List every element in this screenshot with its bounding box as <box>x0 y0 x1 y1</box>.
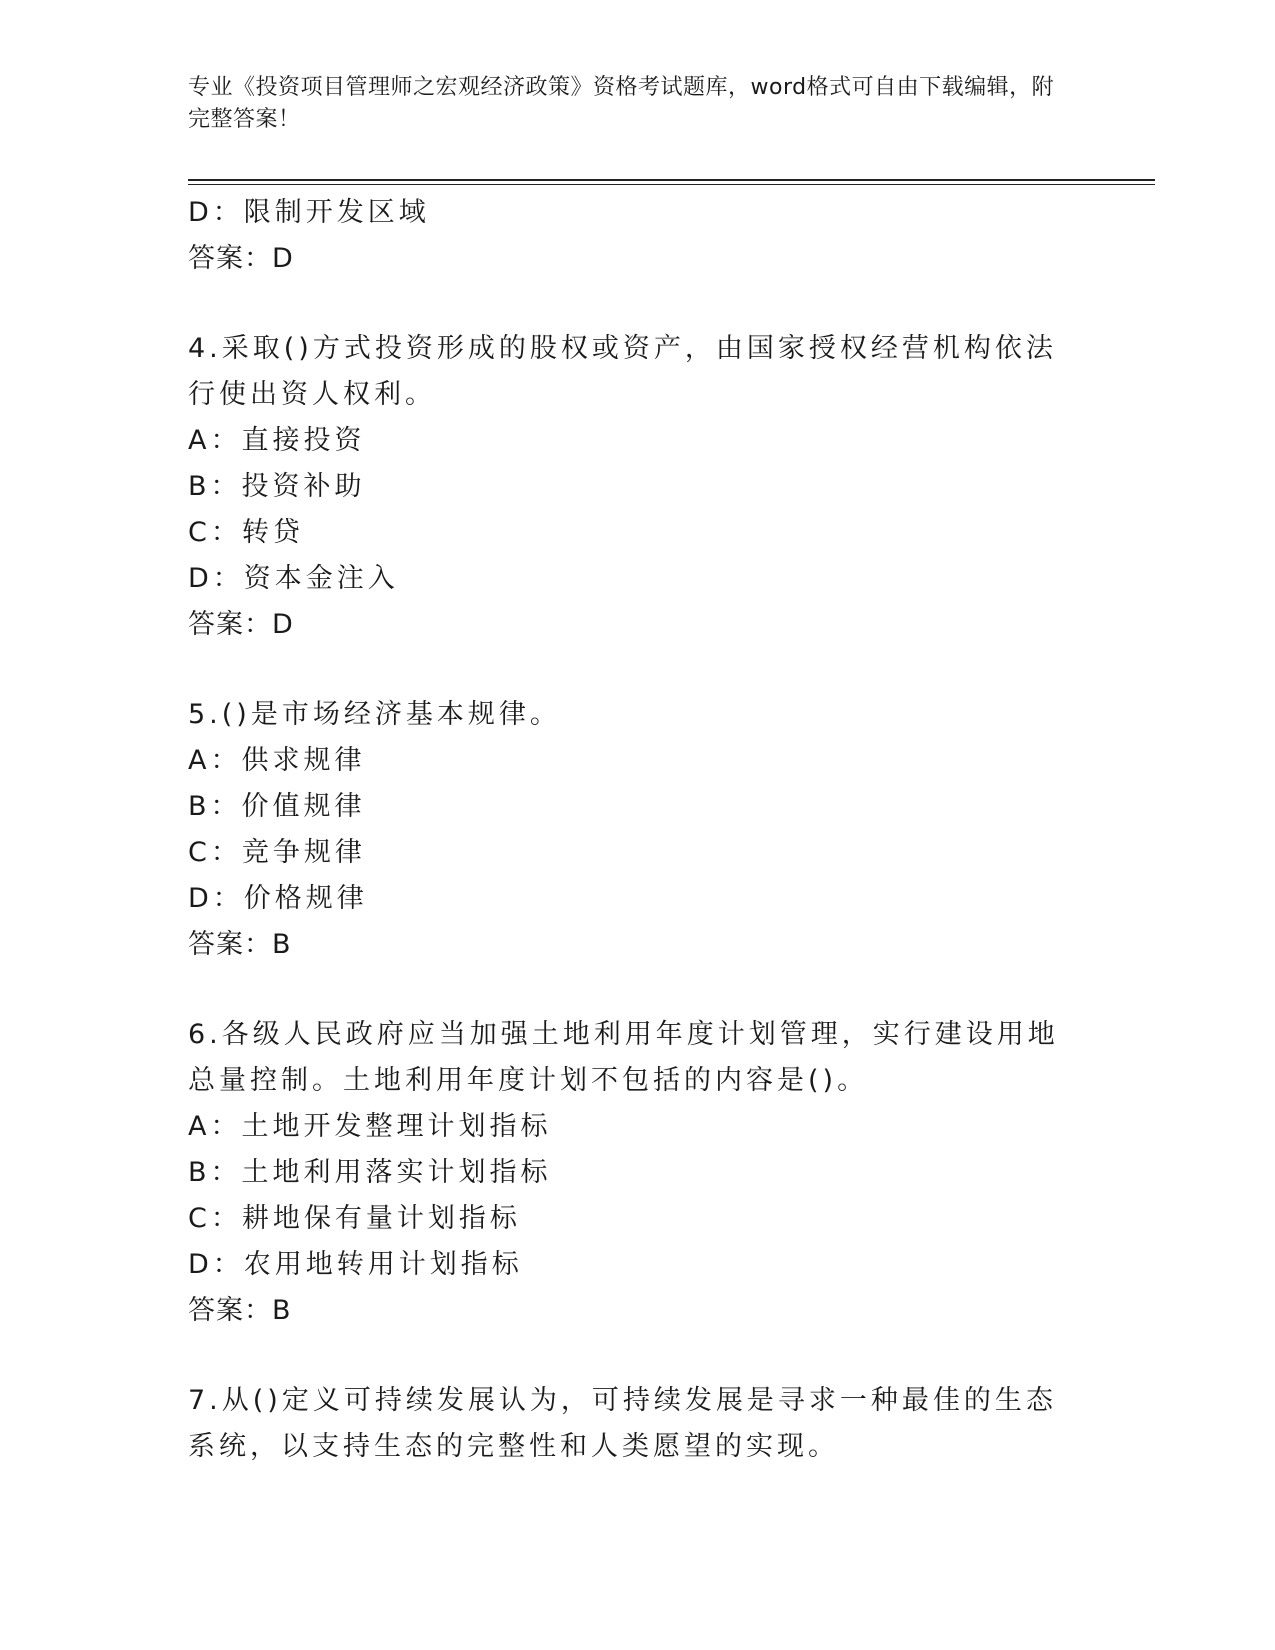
option-a: A：供求规律 <box>188 745 366 776</box>
option-b: B：价值规律 <box>188 791 366 822</box>
question-7 <box>188 1378 1068 1470</box>
option-d: D：限制开发区域 <box>188 197 430 228</box>
option-c: C：耕地保有量计划指标 <box>188 1203 521 1234</box>
question-6 <box>188 1012 1068 1334</box>
answer: 答案：B <box>188 929 292 960</box>
option-c: C：竞争规律 <box>188 837 366 868</box>
answer: 答案：D <box>188 243 294 274</box>
header-divider <box>188 179 1155 185</box>
option-b: B：土地利用落实计划指标 <box>188 1157 552 1188</box>
option-d: D：资本金注入 <box>188 563 399 594</box>
option-d: D：农用地转用计划指标 <box>188 1249 523 1280</box>
question-stem: 4.采取()方式投资形成的股权或资产，由国家授权经营机构依法行使出资人权利。 <box>188 333 1057 410</box>
option-b: B：投资补助 <box>188 471 366 502</box>
question-stem: 6.各级人民政府应当加强土地利用年度计划管理，实行建设用地总量控制。土地利用年度计划不包括的内容是()。 <box>188 1019 1059 1096</box>
question-5 <box>188 692 1068 968</box>
option-a: A：土地开发整理计划指标 <box>188 1111 552 1142</box>
previous-question-tail <box>188 190 1068 282</box>
answer: 答案：B <box>188 1295 292 1326</box>
answer: 答案：D <box>188 609 294 640</box>
option-a: A：直接投资 <box>188 425 366 456</box>
question-stem: 5.()是市场经济基本规律。 <box>188 699 561 730</box>
document-header: 专业《投资项目管理师之宏观经济政策》资格考试题库，word格式可自由下载编辑，附完整答案！ <box>188 75 1055 132</box>
option-d: D：价格规律 <box>188 883 368 914</box>
question-list <box>188 190 1068 1470</box>
option-c: C：转贷 <box>188 517 304 548</box>
question-4 <box>188 326 1068 648</box>
question-stem: 7.从()定义可持续发展认为，可持续发展是寻求一种最佳的生态系统，以支持生态的完整性和人类愿望的实现。 <box>188 1385 1057 1462</box>
